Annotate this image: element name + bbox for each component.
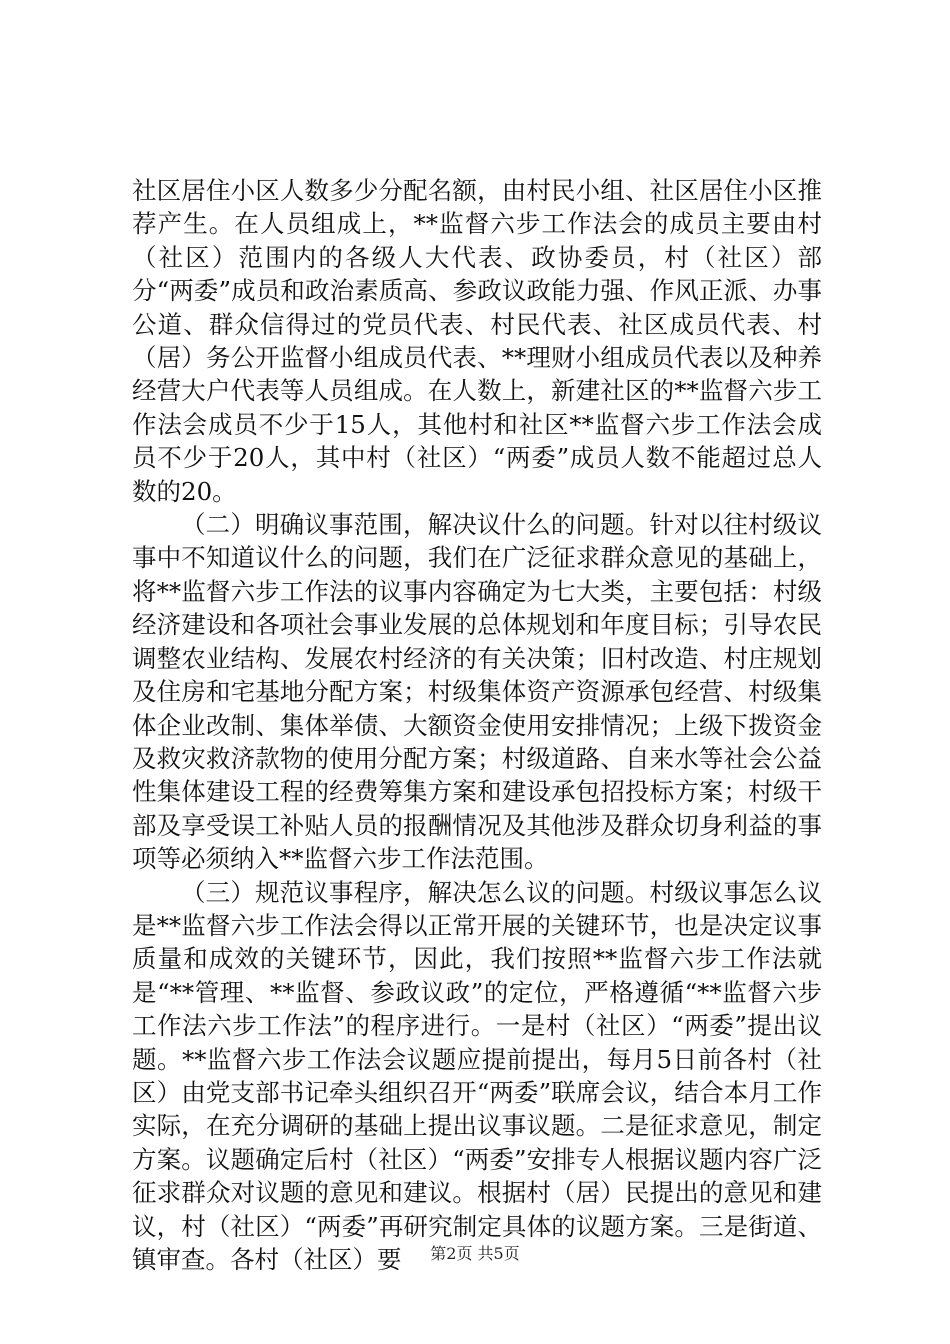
page-footer: 第2页 共5页 <box>430 1244 520 1263</box>
paragraph-1: 社区居住小区人数多少分配名额，由村民小组、社区居住小区推荐产生。在人员组成上，**监督六步工作法会的成员主要由村（社区）范围内的各级人大代表、政协委员，村（社区）部分“两委”成员和政治素质高、参政议政能力强、作风正派、办事公道、群众信得过的党员代表、村民代表、社区成员代表、村（居）务公开监督小组成员代表、**理财小组成员代表以及种养经营大户代表等人员组成。在人数上，新建社区的**监督六步工作法会成员不少于15人，其他村和社区**监督六步工作法会成员不少于20人，其中村（社区）“两委”成员人数不能超过总人数的20。 <box>132 176 822 506</box>
document-body <box>132 174 822 1276</box>
paragraph-2: （二）明确议事范围，解决议什么的问题。针对以往村级议事中不知道议什么的问题，我们在广泛征求群众意见的基础上，将**监督六步工作法的议事内容确定为七大类，主要包括：村级经济建设和各项社会事业发展的总体规划和年度目标；引导农民调整农业结构、发展农村经济的有关决策；旧村改造、村庄规划及住房和宅基地分配方案；村级集体资产资源承包经营、村级集体企业改制、集体举债、大额资金使用安排情况；上级下拨资金及救灾救济款物的使用分配方案；村级道路、自来水等社会公益性集体建设工程的经费筹集方案和建设承包招投标方案；村级干部及享受误工补贴人员的报酬情况及其他涉及群众切身利益的事项等必须纳入**监督六步工作法范围。 <box>132 510 822 874</box>
paragraph-3: （三）规范议事程序，解决怎么议的问题。村级议事怎么议是**监督六步工作法会得以正常开展的关键环节，也是决定议事质量和成效的关键环节，因此，我们按照**监督六步工作法就是“**管理、**监督、参政议政”的定位，严格遵循“**监督六步工作法六步工作法”的程序进行。一是村（社区）“两委”提出议题。**监督六步工作法会议题应提前提出，每月5日前各村（社区）由党支部书记牵头组织召开“两委”联席会议，结合本月工作实际，在充分调研的基础上提出议事议题。二是征求意见，制定方案。议题确定后村（社区）“两委”安排专人根据议题内容广泛征求群众对议题的意见和建议。根据村（居）民提出的意见和建议，村（社区）“两委”再研究制定具体的议题方案。三是街道、镇审查。各村（社区）要 <box>132 877 822 1274</box>
